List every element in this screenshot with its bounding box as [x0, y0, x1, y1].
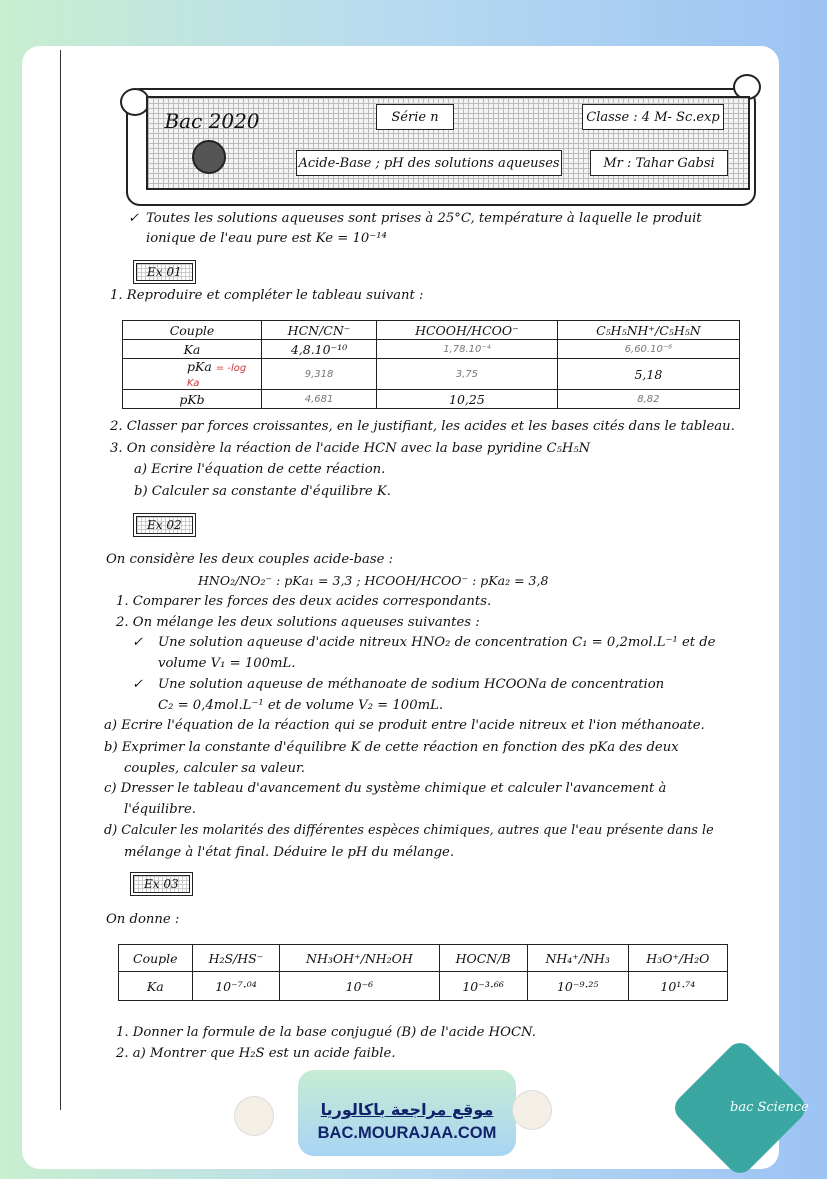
ex2-couples: HNO₂/NO₂⁻ : pKa₁ = 3,3 ; HCOOH/HCOO⁻ : pKa₂ = 3,8 — [198, 573, 549, 588]
ex3-label — [130, 872, 193, 896]
bac-emblem-icon — [192, 140, 226, 174]
serie-label: Série n — [376, 104, 454, 130]
ex1-q3a: a) Ecrire l'équation de cette réaction. — [134, 462, 386, 477]
site-banner[interactable] — [298, 1070, 516, 1156]
table-header-cell: Couple — [119, 945, 193, 972]
table-cell-handwritten: 1,78.10⁻⁴ — [377, 340, 558, 359]
table-cell-handwritten: 9,318 — [262, 359, 377, 390]
table-cell: 10⁻⁶ — [280, 972, 439, 1001]
row-label-text: pKa — [187, 359, 212, 374]
table-row — [119, 945, 728, 972]
table-cell-handwritten: 4,681 — [262, 390, 377, 409]
header-title: Acide-Base ; pH des solutions aqueuses — [296, 150, 562, 176]
intro-line-1: Toutes les solutions aqueuses sont prises à 25°C, température à laquelle le produit — [146, 211, 702, 226]
books-logo-icon — [512, 1090, 552, 1130]
classe-label: Classe : 4 M- Sc.exp — [582, 104, 724, 130]
table-row — [123, 390, 740, 409]
ex2-label-text: Ex 02 — [136, 516, 193, 534]
site-name-arabic[interactable]: موقع مراجعة باكالوريا — [320, 1100, 494, 1119]
ex2-q2: 2. On mélange les deux solutions aqueuses suivantes : — [116, 615, 480, 630]
row-label: Ka — [119, 972, 193, 1001]
ex2-s2b: C₂ = 0,4mol.L⁻¹ et de volume V₂ = 100mL. — [158, 698, 444, 713]
ex2-a: a) Ecrire l'équation de la réaction qui se produit entre l'acide nitreux et l'ion méthanoate. — [104, 718, 705, 733]
ex3-table — [118, 944, 728, 1001]
table-cell: 10⁻³·⁶⁶ — [439, 972, 527, 1001]
badge-text: bac Science — [730, 1100, 809, 1115]
ex1-label — [133, 260, 196, 284]
table-cell: 10⁻⁷·⁰⁴ — [192, 972, 280, 1001]
site-url-link[interactable]: BAC.MOURAJAA.COM — [317, 1124, 497, 1142]
ex2-b1: b) Exprimer la constante d'équilibre K de cette réaction en fonction des pKa des deux — [104, 740, 679, 755]
table-header-cell: H₂S/HS⁻ — [192, 945, 280, 972]
table-row — [119, 972, 728, 1001]
ex3-q2: 2. a) Montrer que H₂S est un acide faible. — [116, 1046, 396, 1061]
ex1-q3b: b) Calculer sa constante d'équilibre K. — [134, 484, 391, 499]
table-header-cell: HCN/CN⁻ — [262, 321, 377, 340]
ex2-q1: 1. Comparer les forces des deux acides correspondants. — [116, 594, 492, 609]
ex1-table — [122, 320, 740, 409]
row-label — [123, 359, 262, 390]
table-cell: 5,18 — [557, 359, 739, 390]
teacher-label: Mr : Tahar Gabsi — [590, 150, 728, 176]
table-header-cell: HOCN/B — [439, 945, 527, 972]
table-header-cell: Couple — [123, 321, 262, 340]
ex2-intro: On considère les deux couples acide-base : — [106, 552, 394, 567]
margin-line — [60, 50, 61, 1110]
ex2-s1b: volume V₁ = 100mL. — [158, 656, 296, 671]
table-cell: 10¹·⁷⁴ — [628, 972, 727, 1001]
table-cell-handwritten: 8,82 — [557, 390, 739, 409]
row-label: pKb — [123, 390, 262, 409]
badge-prefix: b — [684, 1078, 692, 1091]
table-cell-handwritten: 3,75 — [377, 359, 558, 390]
row-label: Ka — [123, 340, 262, 359]
ex3-intro: On donne : — [106, 912, 180, 927]
ex2-b2: couples, calculer sa valeur. — [124, 761, 305, 776]
table-header-cell: C₅H₅NH⁺/C₅H₅N — [557, 321, 739, 340]
ex2-c2: l'équilibre. — [124, 802, 196, 817]
ex2-d2: mélange à l'état final. Déduire le pH du mélange. — [124, 845, 455, 860]
intro-line-2: ionique de l'eau pure est Ke = 10⁻¹⁴ — [146, 231, 387, 246]
ex1-q3: 3. On considère la réaction de l'acide HCN avec la base pyridine C₅H₅N — [110, 441, 591, 456]
check-icon: ✓ — [128, 211, 140, 226]
ex3-q1: 1. Donner la formule de la base conjugué (B) de l'acide HOCN. — [116, 1025, 536, 1040]
books-logo-icon — [234, 1096, 274, 1136]
table-header-cell: H₃O⁺/H₂O — [628, 945, 727, 972]
table-cell: 10⁻⁹·²⁵ — [527, 972, 628, 1001]
ex2-d1: d) Calculer les molarités des différentes espèces chimiques, autres que l'eau présente dans le — [104, 823, 714, 838]
ex2-label — [133, 513, 196, 537]
table-cell: 10,25 — [377, 390, 558, 409]
table-cell-handwritten: 6,60.10⁻⁶ — [557, 340, 739, 359]
table-row — [123, 321, 740, 340]
table-header-cell: NH₄⁺/NH₃ — [527, 945, 628, 972]
check-icon: ✓ — [132, 677, 144, 692]
ex1-q1: 1. Reproduire et compléter le tableau suivant : — [110, 288, 424, 303]
ex2-s1a: Une solution aqueuse d'acide nitreux HNO₂ de concentration C₁ = 0,2mol.L⁻¹ et de — [158, 635, 716, 650]
annotation-note: = -log Ka — [187, 363, 247, 389]
table-header-cell: NH₃OH⁺/NH₂OH — [280, 945, 439, 972]
table-row — [123, 340, 740, 359]
table-cell: 4,8.10⁻¹⁰ — [262, 340, 377, 359]
table-header-cell: HCOOH/HCOO⁻ — [377, 321, 558, 340]
ex1-label-text: Ex 01 — [136, 263, 193, 281]
table-row — [123, 359, 740, 390]
ex1-q2: 2. Classer par forces croissantes, en le justifiant, les acides et les bases cités dans le tableau. — [110, 419, 735, 434]
ex2-s2a: Une solution aqueuse de méthanoate de sodium HCOONa de concentration — [158, 677, 665, 692]
check-icon: ✓ — [132, 635, 144, 650]
bac-logo-text: Bac 2020 — [164, 109, 260, 133]
ex3-label-text: Ex 03 — [133, 875, 190, 893]
ex2-c1: c) Dresser le tableau d'avancement du système chimique et calculer l'avancement à — [104, 781, 667, 796]
